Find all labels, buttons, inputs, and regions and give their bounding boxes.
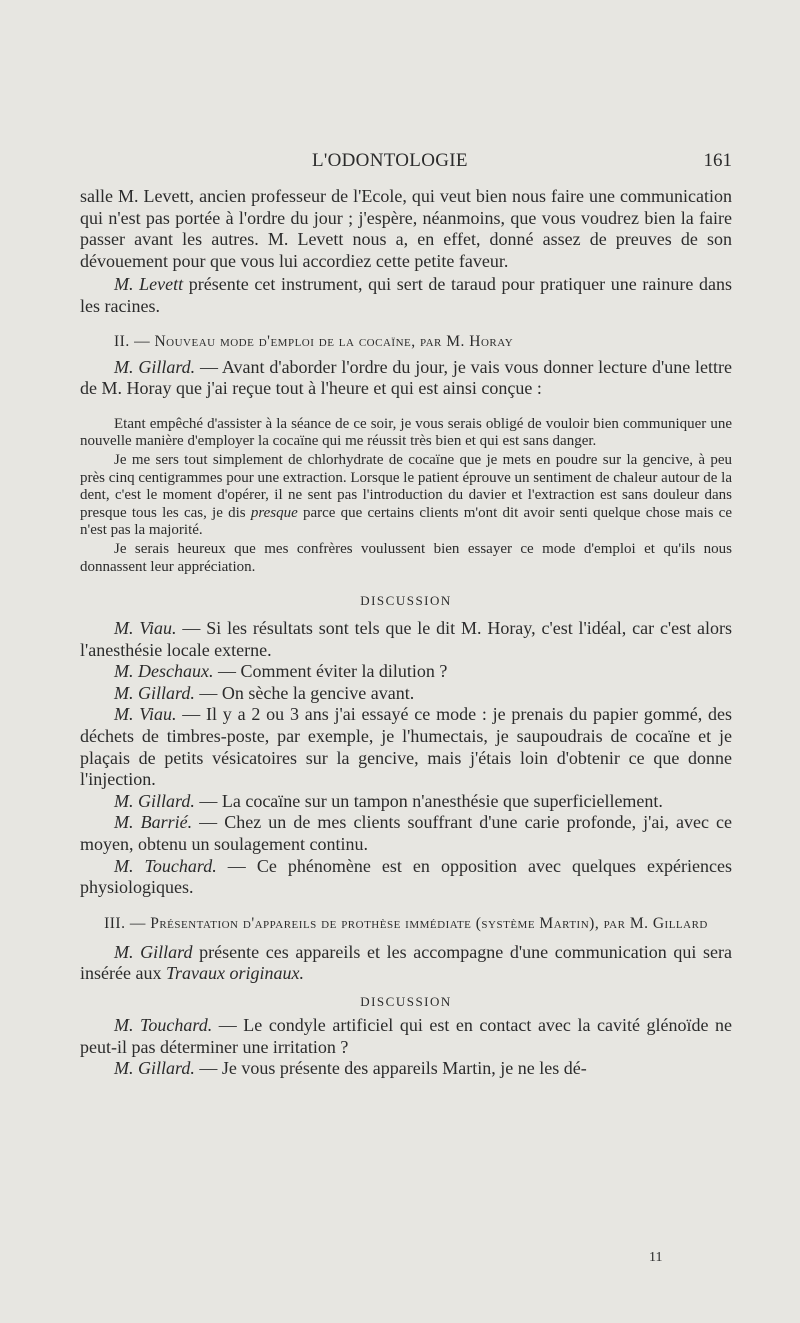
speaker-paragraph xyxy=(80,812,732,855)
paragraph-text: — La cocaïne sur un tampon n'anesthésie que superficiellement. xyxy=(194,790,663,811)
quote-text: parce que certains clients m'ont dit avoir senti quelque chose mais ce n'est pas la majorité. xyxy=(80,504,732,539)
speaker-paragraph xyxy=(80,791,732,813)
paragraph-levett xyxy=(80,274,732,317)
paragraph-intro: salle M. Levett, ancien professeur de l'Ecole, qui veut bien nous faire une communication qui n'est pas portée à l'ordre du jour ; j'espère, néanmoins, que vous voudrez bien la faire passer avant les autres. M. Levett nous a, en effet, donné assez de preuves de son dévouement pour que vous lui accordiez cette petite faveur. xyxy=(80,186,732,271)
paragraph-text: — Si les résultats sont tels que le dit M. Horay, c'est l'idéal, car c'est alors l'anesthésie locale externe. xyxy=(80,618,733,660)
discussion-exchange xyxy=(80,618,732,899)
paragraph-text: — Ce phénomène est en opposition avec quelques expériences physiologiques. xyxy=(80,855,732,898)
speaker-name: M. Touchard. xyxy=(114,855,217,876)
discussion-heading: DISCUSSION xyxy=(360,994,452,1009)
paragraph-gillard-letter xyxy=(80,357,732,400)
speaker-name: M. Gillard. xyxy=(114,682,195,703)
speaker-paragraph xyxy=(80,704,732,790)
speaker-name: M. Gillard xyxy=(114,941,193,962)
speaker-paragraph xyxy=(80,1015,732,1058)
speaker-paragraph xyxy=(80,856,732,899)
speaker-name: M. Levett xyxy=(114,274,184,295)
section-heading-2: II. — Nouveau mode d'emploi de la cocaïne, par M. Horay xyxy=(114,332,514,350)
speaker-name: M. Gillard. xyxy=(114,1058,195,1079)
emphasis: presque xyxy=(250,504,298,521)
paragraph-text: — Je vous présente des appareils Martin, je ne les dé- xyxy=(194,1058,587,1079)
page-number: 161 xyxy=(703,150,732,171)
running-header xyxy=(80,150,732,174)
paragraph-text: — Avant d'aborder l'ordre du jour, je vais vous donner lecture d'une lettre de M. Horay que j'ai reçue tout à l'heure et qui est ainsi conçue : xyxy=(80,356,732,399)
quote-paragraph: Je serais heureux que mes confrères voulussent bien essayer ce mode d'emploi et qu'ils nous donnassent leur appréciation. xyxy=(80,540,732,575)
paragraph-text: — Comment éviter la dilution ? xyxy=(213,661,448,682)
section-heading-3: III. — Présentation d'appareils de prothèse immédiate (système Martin), par M. Gillard xyxy=(104,914,708,932)
speaker-paragraph xyxy=(80,683,732,705)
quote-paragraph xyxy=(80,452,732,540)
speaker-paragraph xyxy=(80,618,732,661)
page-body xyxy=(80,186,732,1080)
paragraph-text: — Il y a 2 ou 3 ans j'ai essayé ce mode : je prenais du papier gommé, des déchets de timbres-poste, par exemple, je l'humectais, je saupoudrais de cocaïne et je plaçais de petits vésicatoires sur la gencive, mais j'étais loin d'obtenir ce que donne l'injection. xyxy=(80,704,733,790)
speaker-name: M. Gillard. xyxy=(114,356,196,377)
speaker-name: M. Deschaux. xyxy=(114,661,214,682)
paragraph-text: présente cet instrument, qui sert de taraud pour pratiquer une rainure dans les racines. xyxy=(80,274,732,316)
speaker-paragraph xyxy=(80,1058,732,1080)
paragraph-text: présente ces appareils et les accompagne d'une communication qui sera insérée aux xyxy=(80,941,732,984)
letter-quote xyxy=(80,416,732,576)
paragraph-text: — On sèche la gencive avant. xyxy=(194,682,415,703)
quote-text: Je me sers tout simplement de chlorhydrate de cocaïne que je mets en poudre sur la gencive, à peu près cinq centigrammes pour une extraction. Lorsque le patient éprouve un sentiment de chaleur autour de la dent, c'est le moment d'opérer, il ne sent pas l'introduction du davier et l'extraction est sans douleur dans presque tous les cas, je dis xyxy=(80,451,732,521)
emphasis: Travaux originaux. xyxy=(165,963,304,984)
speaker-name: M. Viau. xyxy=(114,618,177,639)
quote-paragraph: Etant empêché d'assister à la séance de ce soir, je vous serais obligé de vouloir bien communiquer une nouvelle manière d'employer la cocaïne qui me réussit très bien et qui est sans danger. xyxy=(80,415,732,450)
paragraph-text: — Le condyle artificiel qui est en contact avec la cavité glénoïde ne peut-il pas déterminer une irritation ? xyxy=(80,1015,732,1057)
speaker-name: M. Touchard. xyxy=(114,1015,213,1035)
paragraph-text: — Chez un de mes clients souffrant d'une carie profonde, j'ai, avec ce moyen, obtenu un soulagement continu. xyxy=(80,812,732,855)
discussion-exchange xyxy=(80,1015,732,1080)
discussion-heading: DISCUSSION xyxy=(360,593,452,609)
speaker-name: M. Viau. xyxy=(114,704,177,725)
speaker-paragraph xyxy=(80,661,732,683)
signature-mark: 11 xyxy=(649,1250,663,1265)
speaker-name: M. Barrié. xyxy=(114,812,193,833)
speaker-name: M. Gillard. xyxy=(114,790,195,811)
paragraph-gillard-presentation xyxy=(80,942,732,985)
journal-title: L'ODONTOLOGIE xyxy=(312,150,468,171)
